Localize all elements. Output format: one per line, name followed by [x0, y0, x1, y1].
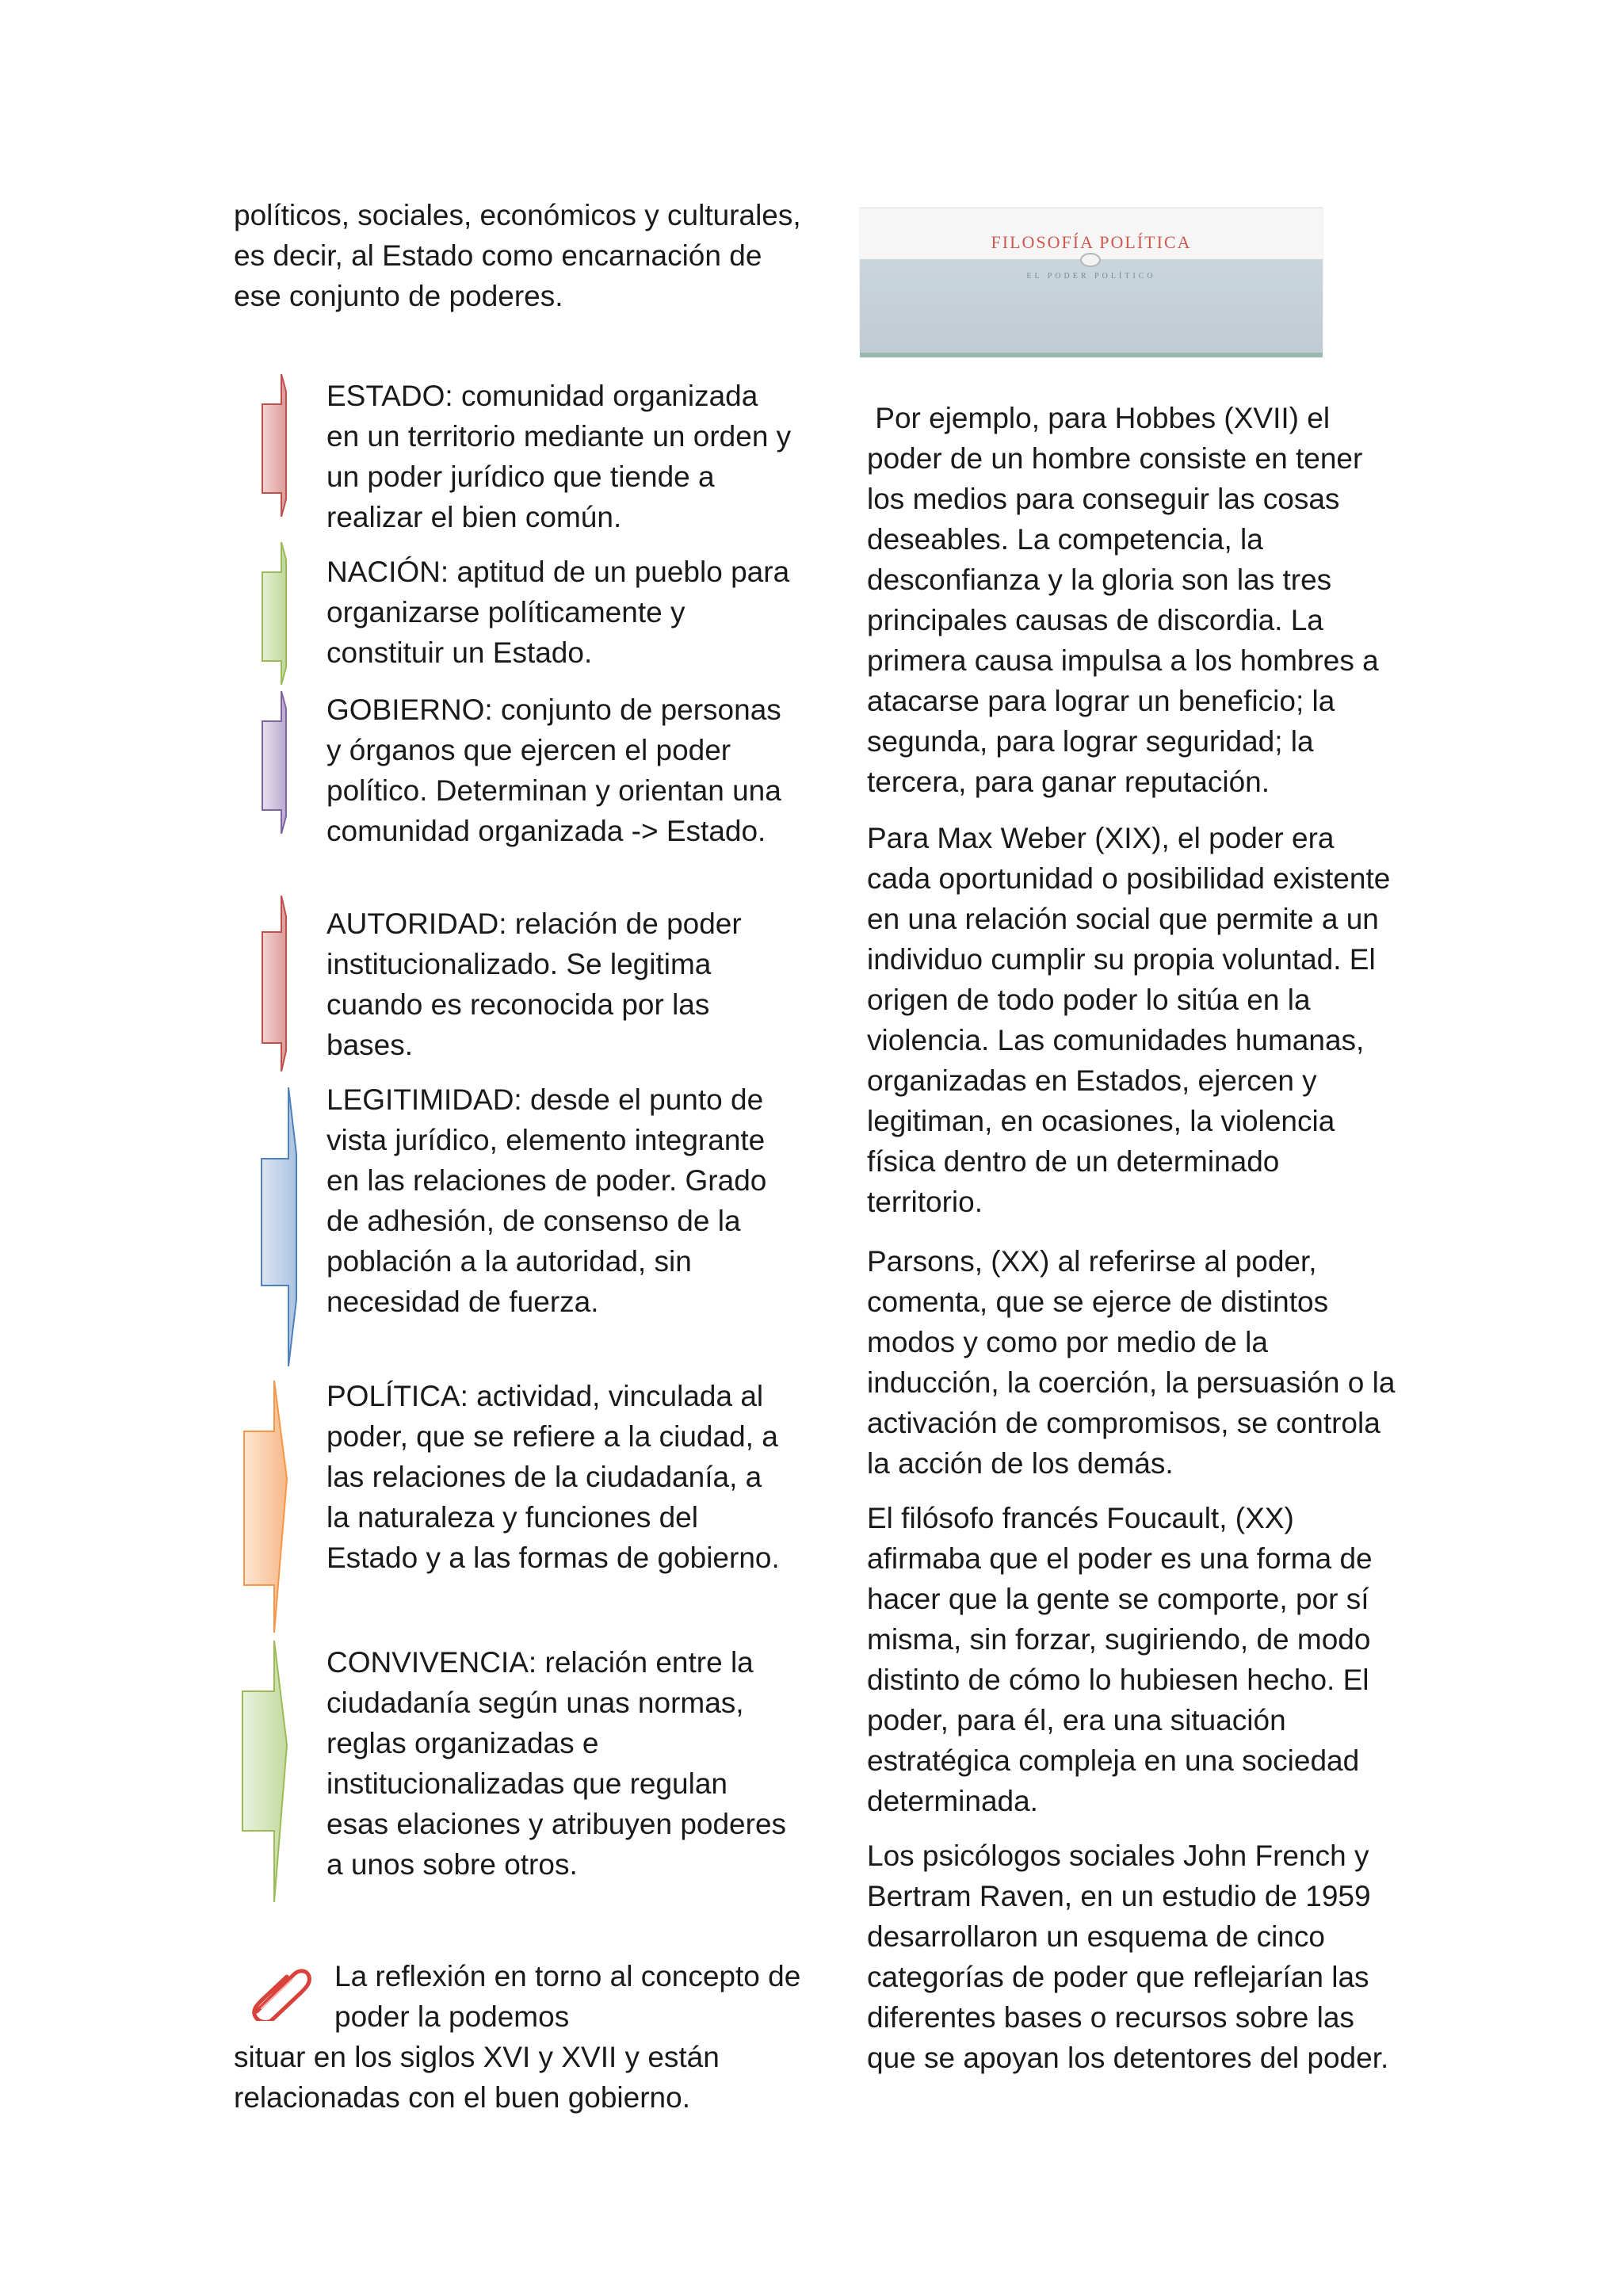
definition-autoridad: AUTORIDAD: relación de poder institucionalizado. Se legitima cuando es reconocida por las bases.	[327, 907, 742, 1061]
definition-politica: POLÍTICA: actividad, vinculada al poder, que se refiere a la ciudad, a las relaciones de la ciudadanía, a la naturaleza y funciones del Estado y a las formas de gobierno.	[327, 1380, 780, 1574]
definition-convivencia: CONVIVENCIA: relación entre la ciudadanía según unas normas, reglas organizadas e institucionalizadas que regulan esas elaciones y atribuyen poderes a unos sobre otros.	[327, 1646, 787, 1881]
nacion-tab-shape	[258, 542, 289, 685]
paragraph-parsons: Parsons, (XX) al referirse al poder, comenta, que se ejerce de distintos modos y como por medio de la inducción, la coerción, la persuasión o la activación de compromisos, se controla la acción de los demás.	[867, 1245, 1396, 1480]
paragraph-french-raven: Los psicólogos sociales John French y Bertram Raven, en un estudio de 1959 desarrollaron un esquema de cinco categorías de poder que reflejarían las diferentes bases o recursos sobre las que se apoyan los detentores del poder.	[867, 1839, 1389, 2074]
definition-nacion: NACIÓN: aptitud de un pueblo para organizarse políticamente y constituir un Estado.	[327, 556, 790, 669]
intro-paragraph: políticos, sociales, económicos y culturales, es decir, al Estado como encarnación de ese conjunto de poderes.	[234, 199, 801, 312]
legitimidad-tab-shape	[255, 1087, 300, 1366]
convivencia-tab-shape	[236, 1641, 290, 1902]
banner-subtitle: EL PODER POLÍTICO	[1026, 272, 1156, 281]
filosofia-politica-banner	[860, 208, 1323, 353]
definition-gobierno: GOBIERNO: conjunto de personas y órganos que ejercen el poder político. Determinan y orientan una comunidad organizada -> Estado.	[327, 693, 781, 847]
paperclip-icon	[246, 1962, 312, 2021]
autoridad-tab-shape	[258, 896, 289, 1072]
paragraph-foucault: El filósofo francés Foucault, (XX) afirmaba que el poder es una forma de hacer que la gente se comporte, por sí misma, sin forzar, sugiriendo, de modo distinto de cómo lo hubiesen hecho. El poder, para él, era una situación estratégica compleja en una sociedad determinada.	[867, 1502, 1373, 1817]
gobierno-tab-shape	[258, 691, 289, 834]
paragraph-hobbes: Por ejemplo, para Hobbes (XVII) el poder de un hombre consiste en tener los medios para conseguir las cosas deseables. La competencia, la desconfianza y la gloria son las tres principales causas de discordia. La primera causa impulsa a los hombres a atacarse para lograr un beneficio; la segunda, para lograr seguridad; la tercera, para ganar reputación.	[867, 402, 1388, 798]
definition-legitimidad: LEGITIMIDAD: desde el punto de vista jurídico, elemento integrante en las relaciones de poder. Grado de adhesión, de consenso de la población a la autoridad, sin necesidad de fuerza.	[327, 1083, 767, 1318]
banner-ring-ornament	[1080, 253, 1101, 267]
politica-tab-shape	[238, 1381, 290, 1633]
banner-title: FILOSOFÍA POLÍTICA	[991, 232, 1192, 252]
reflection-paragraph-start: La reflexión en torno al concepto de poder la podemos	[334, 1960, 801, 2033]
estado-tab-shape	[258, 374, 289, 517]
paragraph-weber: Para Max Weber (XIX), el poder era cada oportunidad o posibilidad existente en una relación social que permite a un individuo cumplir su propia voluntad. El origen de todo poder lo sitúa en la violencia. Las comunidades humanas, organizadas en Estados, ejercen y legitiman, en ocasiones, la violencia física dentro de un determinado territorio.	[867, 822, 1391, 1218]
definition-estado: ESTADO: comunidad organizada en un territorio mediante un orden y un poder jurídico que tiende a realizar el bien común.	[327, 380, 792, 533]
reflection-paragraph-rest: situar en los siglos XVI y XVII y están relacionadas con el buen gobierno.	[234, 2041, 720, 2114]
